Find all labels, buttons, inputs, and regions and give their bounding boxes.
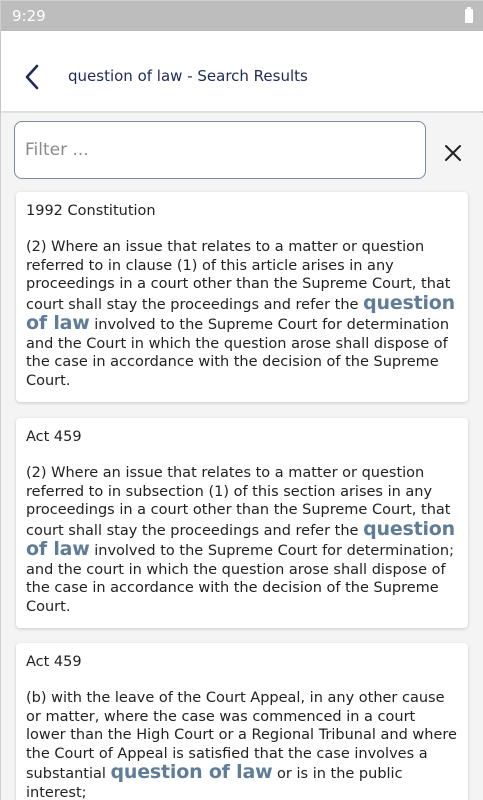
search-highlight: question of law xyxy=(26,291,455,334)
result-source: Act 459 xyxy=(26,654,82,670)
result-text xyxy=(26,238,458,390)
result-card[interactable] xyxy=(16,643,468,800)
result-text-after: or is in the public interest; xyxy=(26,766,403,800)
search-highlight: question of law xyxy=(26,517,455,560)
result-text-before: (2) Where an issue that relates to a matter or question referred to in subsection (1) of this section arises in any proceedings in a court other than the Supreme Court, that court shall stay the proceedings and refer the xyxy=(26,465,451,539)
result-text xyxy=(26,464,458,616)
page-title: question of law - Search Results xyxy=(68,67,308,85)
status-time: 9:29 xyxy=(12,7,46,25)
status-bar xyxy=(1,1,483,31)
chevron-left-icon xyxy=(21,63,45,91)
result-card[interactable] xyxy=(16,418,468,628)
results-list[interactable] xyxy=(1,113,483,800)
clear-filter-button[interactable] xyxy=(443,143,463,163)
result-text-after: involved to the Supreme Court for determination and the Court in which the question arose shall dispose of the case in accordance with the decision of the Supreme Court. xyxy=(26,317,450,389)
search-highlight: question of law xyxy=(110,761,273,783)
battery-icon xyxy=(465,9,473,23)
result-text-after: involved to the Supreme Court for determination; and the court in which the question arose shall dispose of the case in accordance with the decision of the Supreme Court. xyxy=(26,543,454,615)
close-icon xyxy=(443,143,463,163)
filter-input[interactable] xyxy=(14,121,426,179)
result-text-before: (b) with the leave of the Court Appeal, in any other cause or matter, where the case was commenced in a court lower than the High Court or a Regional Tribunal and where the Court of Appeal is satisfied that the case involves a substantial xyxy=(26,690,457,782)
result-source: Act 459 xyxy=(26,429,82,445)
result-card[interactable] xyxy=(16,192,468,402)
filter-bar xyxy=(1,113,483,189)
back-button[interactable] xyxy=(21,63,45,91)
result-text-before: (2) Where an issue that relates to a matter or question referred to in clause (1) of this article arises in any proceedings in a court other than the Supreme Court, that court shall stay the proceedings and refer the xyxy=(26,239,451,313)
result-text xyxy=(26,689,458,800)
app-header xyxy=(1,31,483,111)
result-source: 1992 Constitution xyxy=(26,203,156,219)
